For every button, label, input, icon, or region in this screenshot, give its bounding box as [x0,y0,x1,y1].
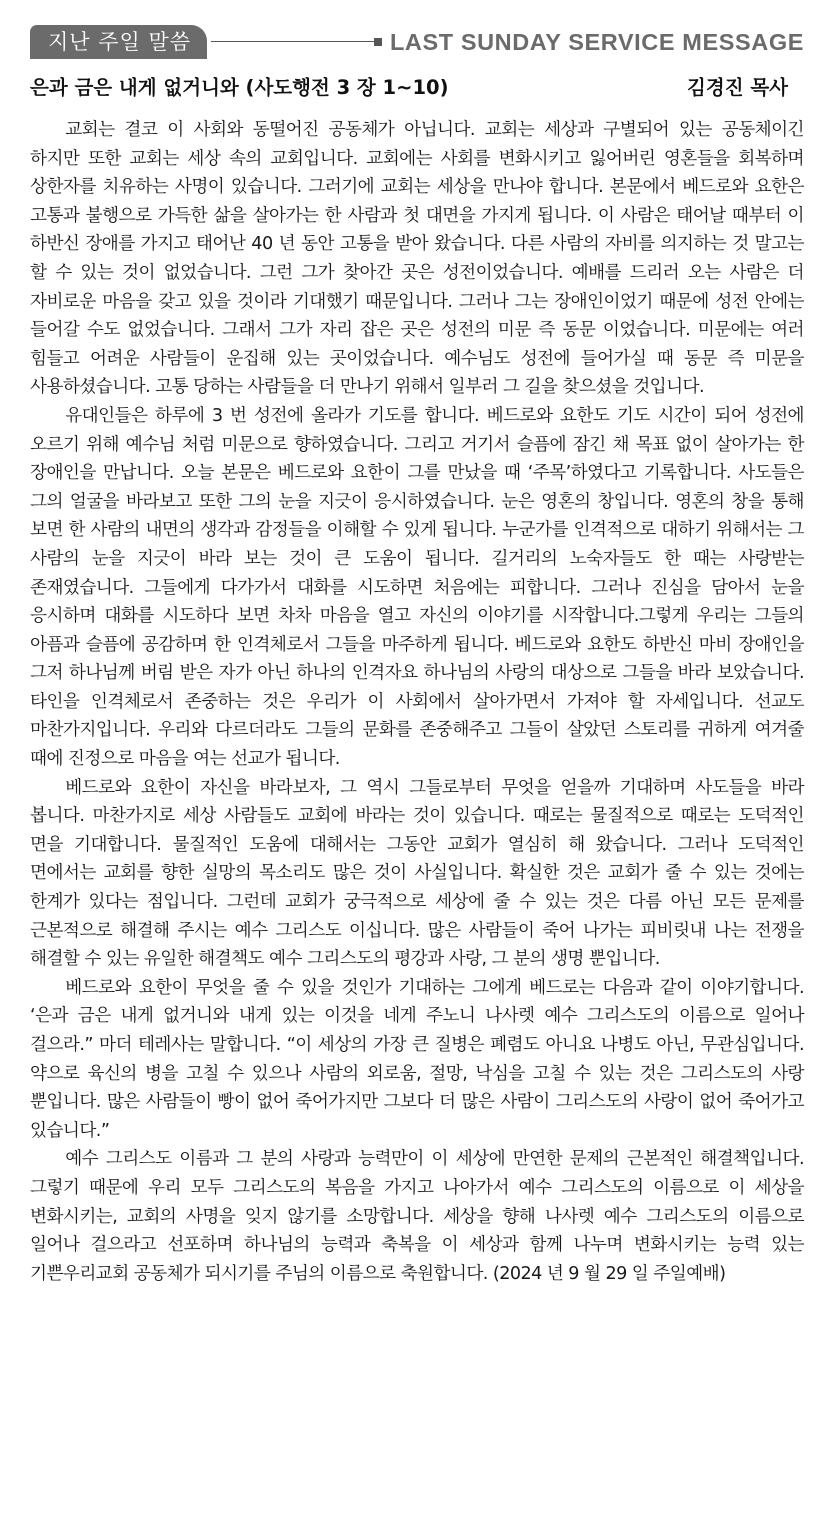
sermon-title-row [30,66,804,106]
sermon-body [30,116,804,1288]
header-divider-square [374,38,382,46]
sermon-paragraph: 베드로와 요한이 무엇을 줄 수 있을 것인가 기대하는 그에게 베드로는 다음과 같이 이야기합니다. ‘은과 금은 내게 없거니와 내게 있는 이것을 네게 주노니 나사렛 예수 그리스도의 이름으로 일어나 걸으라.” 마더 테레사는 말합니다. “이 세상의 가장 큰 질병은 폐렴도 아니요 나병도 아닌, 무관심입니다. 약으로 육신의 병을 고칠 수 있으나 사람의 외로움, 절망, 낙심을 고칠 수 있는 것은 그리스도의 사랑 뿐입니다. 많은 사람들이 빵이 없어 죽어가지만 그보다 더 많은 사람이 그리스도의 사랑이 없어 죽어가고 있습니다.” [30,977,804,1141]
header-divider-line [211,41,374,43]
section-header [30,22,804,62]
section-title-english: LAST SUNDAY SERVICE MESSAGE [389,28,804,55]
sermon-paragraph: 교회는 결코 이 사회와 동떨어진 공동체가 아닙니다. 교회는 세상과 구별되어 있는 공동체이긴 하지만 또한 교회는 세상 속의 교회입니다. 교회에는 사회를 변화시키고 잃어버린 영혼들을 회복하며 상한자를 치유하는 사명이 있습니다. 그러기에 교회는 세상을 만나야 합니다. 본문에서 베드로와 요한은 고통과 불행으로 가득한 삶을 살아가는 한 사람과 첫 대면을 가지게 됩니다. 이 사람은 태어날 때부터 이 하반신 장애를 가지고 태어난 40 년 동안 고통을 받아 왔습니다. 다른 사람의 자비를 의지하는 것 말고는 할 수 있는 것이 없었습니다. 그런 그가 찾아간 곳은 성전이었습니다. 예배를 드리러 오는 사람은 더 자비로운 마음을 갖고 있을 것이라 기대했기 때문입니다. 그러나 그는 장애인이었기 때문에 성전 안에는 들어갈 수도 없었습니다. 그래서 그가 자리 잡은 곳은 성전의 미문 즉 동문 이었습니다. 미문에는 여러 힘들고 어려운 사람들이 운집해 있는 곳이었습니다. 예수님도 성전에 들어가실 때 동문 즉 미문을 사용하셨습니다. 고통 당하는 사람들을 더 만나기 위해서 일부러 그 길을 찾으셨을 것입니다. [30,120,804,398]
sermon-paragraph: 베드로와 요한이 자신을 바라보자, 그 역시 그들로부터 무엇을 얻을까 기대하며 사도들을 바라 봅니다. 마찬가지로 세상 사람들도 교회에 바라는 것이 있습니다. 때로는 물질적으로 때로는 도덕적인 면을 기대합니다. 물질적인 도움에 대해서는 그동안 교회가 열심히 해 왔습니다. 그러나 도덕적인 면에서는 교회를 향한 실망의 목소리도 많은 것이 사실입니다. 확실한 것은 교회가 줄 수 있는 것에는 한계가 있다는 점입니다. 그런데 교회가 궁극적으로 세상에 줄 수 있는 것은 다름 아닌 모든 문제를 근본적으로 해결해 주시는 예수 그리스도 이십니다. 많은 사람들이 죽어 나가는 피비릿내 나는 전쟁을 해결할 수 있는 유일한 해결책도 예수 그리스도의 평강과 사랑, 그 분의 생명 뿐입니다. [30,777,804,970]
sermon-title: 은과 금은 내게 없거니와 (사도행전 3 장 1~10) [30,76,449,99]
section-tag: 지난 주일 말씀 [30,25,207,59]
sermon-paragraph: 예수 그리스도 이름과 그 분의 사랑과 능력만이 이 세상에 만연한 문제의 근본적인 해결책입니다. 그렇기 때문에 우리 모두 그리스도의 복음을 가지고 나아가서 예수 그리스도의 이름으로 이 세상을 변화시키는, 교회의 사명을 잊지 않기를 소망합니다. 세상을 향해 나사렛 예수 그리스도의 이름으로 일어나 걸으라고 선포하며 하나님의 능력과 축복을 이 세상과 함께 나누며 변화시키는 능력 있는 기쁜우리교회 공동체가 되시기를 주님의 이름으로 축원합니다. (2024 년 9 월 29 일 주일예배) [30,1149,804,1284]
sermon-author: 김경진 목사 [687,76,788,99]
sermon-paragraph: 유대인들은 하루에 3 번 성전에 올라가 기도를 합니다. 베드로와 요한도 기도 시간이 되어 성전에 오르기 위해 예수님 처럼 미문으로 향하였습니다. 그리고 거기서 슬픔에 잠긴 채 목표 없이 살아가는 한 장애인을 만납니다. 오늘 본문은 베드로와 요한이 그를 만났을 때 ‘주목’하였다고 기록합니다. 사도들은 그의 얼굴을 바라보고 또한 그의 눈을 지긋이 응시하였습니다. 눈은 영혼의 창입니다. 영혼의 창을 통해 보면 한 사람의 내면의 생각과 감정들을 이해할 수 있게 됩니다. 누군가를 인격적으로 대하기 위해서는 그 사람의 눈을 지긋이 바라 보는 것이 큰 도움이 됩니다. 길거리의 노숙자들도 한 때는 사랑받는 존재였습니다. 그들에게 다가가서 대화를 시도하면 처음에는 피합니다. 그러나 진심을 담아서 눈을 응시하며 대화를 시도하다 보면 차차 마음을 열고 자신의 이야기를 시작합니다.그렇게 우리는 그들의 아픔과 슬픔에 공감하며 한 인격체로서 그들을 마주하게 됩니다. 베드로와 요한도 하반신 마비 장애인을 그저 하나님께 버림 받은 자가 아닌 하나의 인격자요 하나님의 사랑의 대상으로 그들을 바라 보았습니다. 타인을 인격체로서 존중하는 것은 우리가 이 사회에서 살아가면서 가져야 할 자세입니다. 선교도 마찬가지입니다. 우리와 다르더라도 그들의 문화를 존중해주고 그들이 살았던 스토리를 귀하게 여겨줄 때에 진정으로 마음을 여는 선교가 됩니다. [30,405,804,770]
